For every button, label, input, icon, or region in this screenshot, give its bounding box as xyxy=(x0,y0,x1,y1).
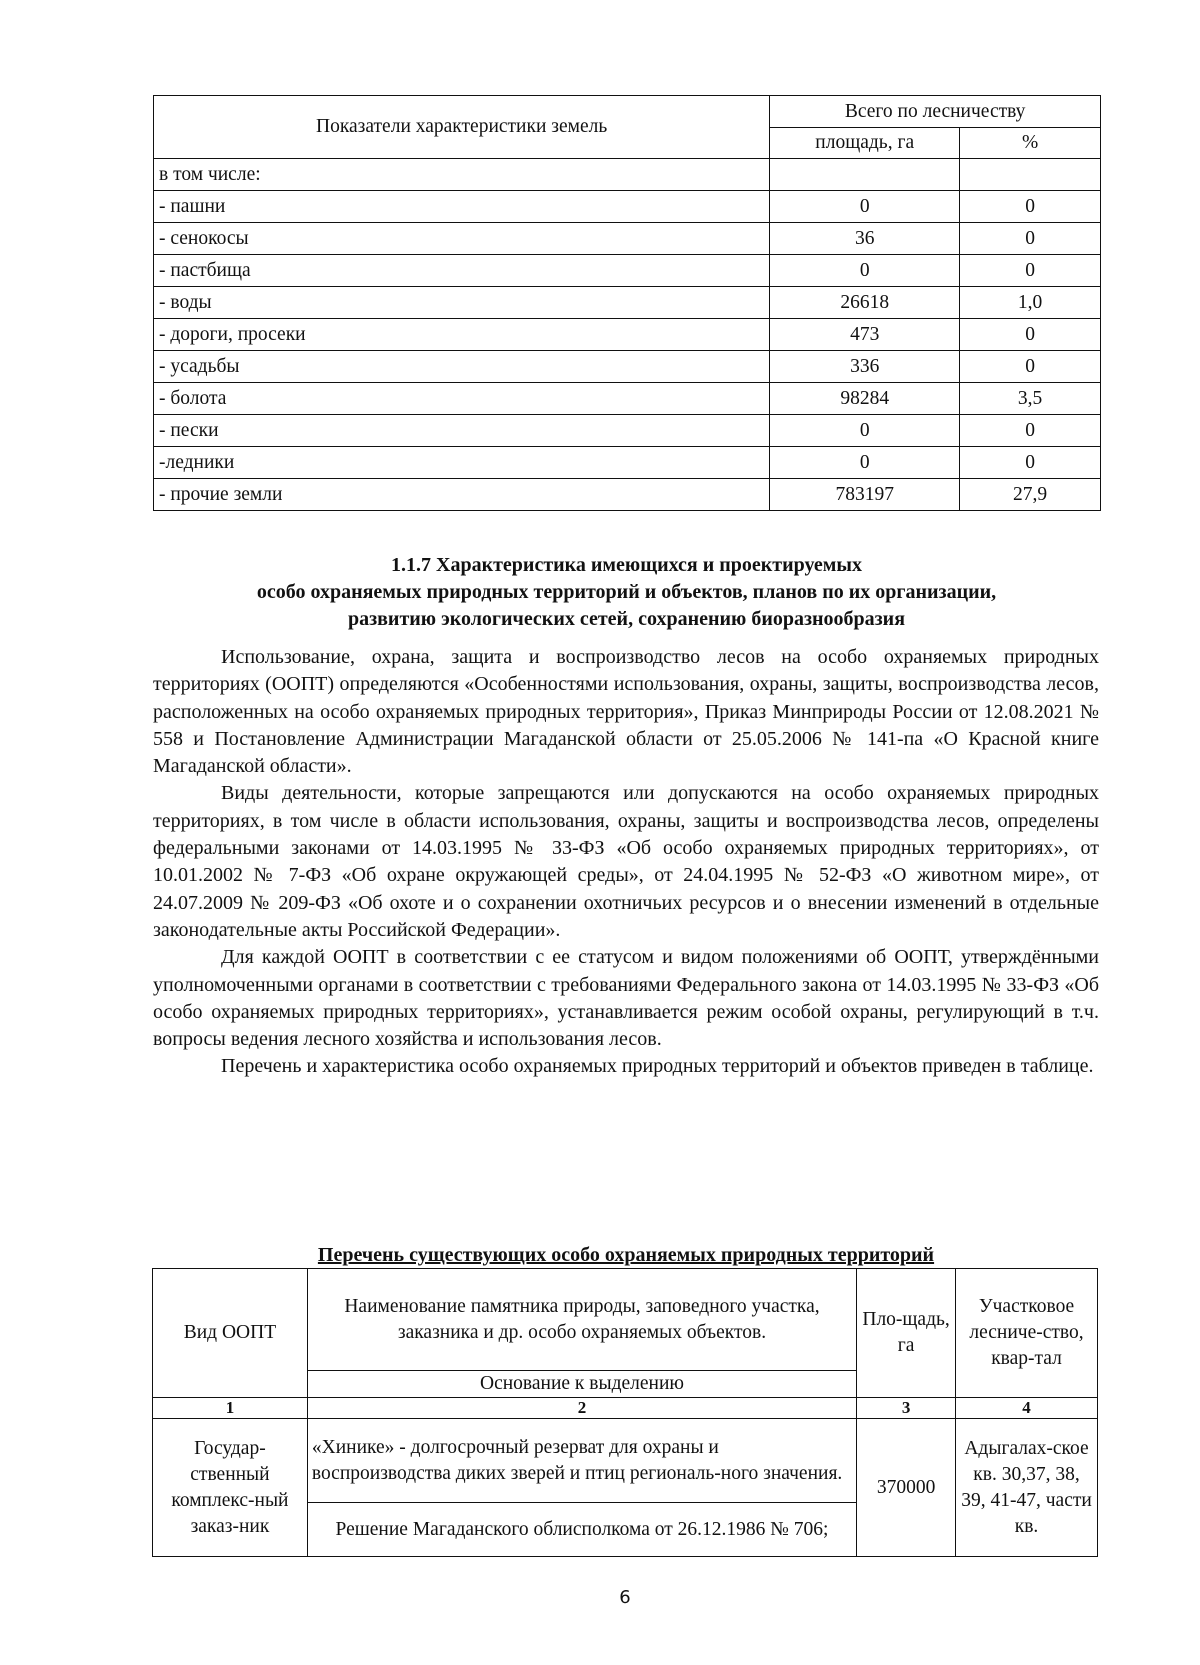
row-name: «Хинике» - долгосрочный резерват для охраны и воспроизводства диких зверей и птиц региональ-ного значения. xyxy=(307,1419,856,1503)
table-row xyxy=(154,159,1101,191)
header-indicator: Показатели характеристики земель xyxy=(154,96,770,159)
row-area: 336 xyxy=(770,351,960,383)
row-basis: Решение Магаданского облисполкома от 26.12.1986 № 706; xyxy=(307,1503,856,1557)
header-forestry: Участковое лесниче-ство, квар-тал xyxy=(956,1269,1098,1398)
row-name: - дороги, просеки xyxy=(154,319,770,351)
row-area: 370000 xyxy=(857,1419,956,1557)
page-number: 6 xyxy=(619,1587,631,1608)
row-percent: 0 xyxy=(960,191,1101,223)
column-number: 2 xyxy=(307,1398,856,1419)
row-percent: 1,0 xyxy=(960,287,1101,319)
row-percent: 3,5 xyxy=(960,383,1101,415)
row-percent: 0 xyxy=(960,223,1101,255)
header-total-group: Всего по лесничеству xyxy=(770,96,1101,128)
column-number: 1 xyxy=(153,1398,308,1419)
row-percent: 0 xyxy=(960,319,1101,351)
row-area: 473 xyxy=(770,319,960,351)
row-name: - воды xyxy=(154,287,770,319)
row-area: 0 xyxy=(770,415,960,447)
table-row xyxy=(154,287,1101,319)
heading-line: развитию экологических сетей, сохранению биоразнообразия xyxy=(347,608,906,630)
table-row xyxy=(154,479,1101,511)
table-row xyxy=(154,415,1101,447)
row-forestry: Адыгалах-ское кв. 30,37, 38, 39, 41-47, части кв. xyxy=(956,1419,1098,1557)
table-row xyxy=(153,1419,1098,1503)
row-area: 36 xyxy=(770,223,960,255)
header-area: Пло-щадь, га xyxy=(857,1269,956,1398)
oopt-table xyxy=(152,1268,1098,1557)
row-area: 783197 xyxy=(770,479,960,511)
header-area: площадь, га xyxy=(770,128,960,159)
row-percent: 27,9 xyxy=(960,479,1101,511)
table-row xyxy=(154,447,1101,479)
paragraph: Для каждой ООПТ в соответствии с ее статусом и видом положениями об ООПТ, утверждёнными уполномоченными органами в соответствии с требованиями Федерального закона от 14.03.1995 № 33-ФЗ «Об особо охраняемых природных территориях», устанавливается режим особой охраны, регулирующий в т.ч. вопросы ведения лесного хозяйства и использования лесов. xyxy=(153,946,1099,1051)
paragraph: Использование, охрана, защита и воспроизводство лесов на особо охраняемых природных территориях (ООПТ) определяются «Особенностями использования, охраны, защиты, воспроизводства лесов, расположенных на особо охраняемых природных территория», Приказ Минприроды России от 12.08.2021 № 558 и Постановление Администрации Магаданской области от 25.05.2006 № 141-па «О Красной книге Магаданской области». xyxy=(153,646,1099,778)
column-number: 3 xyxy=(857,1398,956,1419)
row-name: - пастбища xyxy=(154,255,770,287)
row-area: 26618 xyxy=(770,287,960,319)
row-name: - болота xyxy=(154,383,770,415)
table-row xyxy=(154,191,1101,223)
paragraph: Перечень и характеристика особо охраняемых природных территорий и объектов приведен в таблице. xyxy=(221,1055,1094,1078)
row-name: -ледники xyxy=(154,447,770,479)
row-name: в том числе: xyxy=(154,159,770,191)
row-percent: 0 xyxy=(960,351,1101,383)
table-row xyxy=(154,255,1101,287)
table-row xyxy=(154,223,1101,255)
row-name: - пески xyxy=(154,415,770,447)
row-percent: 0 xyxy=(960,447,1101,479)
row-area xyxy=(770,159,960,191)
row-area: 0 xyxy=(770,447,960,479)
table-caption: Перечень существующих особо охраняемых природных территорий xyxy=(317,1244,935,1266)
header-percent: % xyxy=(960,128,1101,159)
row-name: - усадьбы xyxy=(154,351,770,383)
land-characteristics-table xyxy=(153,95,1101,511)
row-area: 0 xyxy=(770,191,960,223)
column-number-row xyxy=(153,1398,1098,1419)
row-percent xyxy=(960,159,1101,191)
table-row xyxy=(154,383,1101,415)
heading-line: особо охраняемых природных территорий и объектов, планов по их организации, xyxy=(256,581,997,603)
row-name: - пашни xyxy=(154,191,770,223)
row-percent: 0 xyxy=(960,415,1101,447)
heading-line: 1.1.7 Характеристика имеющихся и проектируемых xyxy=(391,554,862,576)
header-name: Наименование памятника природы, заповедного участка, заказника и др. особо охраняемых объектов. xyxy=(307,1269,856,1371)
row-name: - прочие земли xyxy=(154,479,770,511)
row-name: - сенокосы xyxy=(154,223,770,255)
table-row xyxy=(154,351,1101,383)
column-number: 4 xyxy=(956,1398,1098,1419)
row-percent: 0 xyxy=(960,255,1101,287)
row-type: Государ-ственный комплекс-ный заказ-ник xyxy=(153,1419,308,1557)
table-row xyxy=(154,319,1101,351)
header-basis: Основание к выделению xyxy=(307,1371,856,1398)
header-type: Вид ООПТ xyxy=(153,1269,308,1398)
row-area: 98284 xyxy=(770,383,960,415)
row-area: 0 xyxy=(770,255,960,287)
paragraph: Виды деятельности, которые запрещаются или допускаются на особо охраняемых природных территориях, в том числе в области использования, охраны, защиты и воспроизводства лесов, определены федеральными законами от 14.03.1995 № 33-ФЗ «Об особо охраняемых природных территориях», от 10.01.2002 № 7-ФЗ «Об охране окружающей среды», от 24.04.1995 № 52-ФЗ «О животном мире», от 24.07.2009 № 209-ФЗ «Об охоте и о сохранении охотничьих ресурсов и о внесении изменений в отдельные законодательные акты Российской Федерации». xyxy=(153,782,1099,941)
section-body xyxy=(153,644,1099,1081)
section-heading xyxy=(150,552,1103,633)
